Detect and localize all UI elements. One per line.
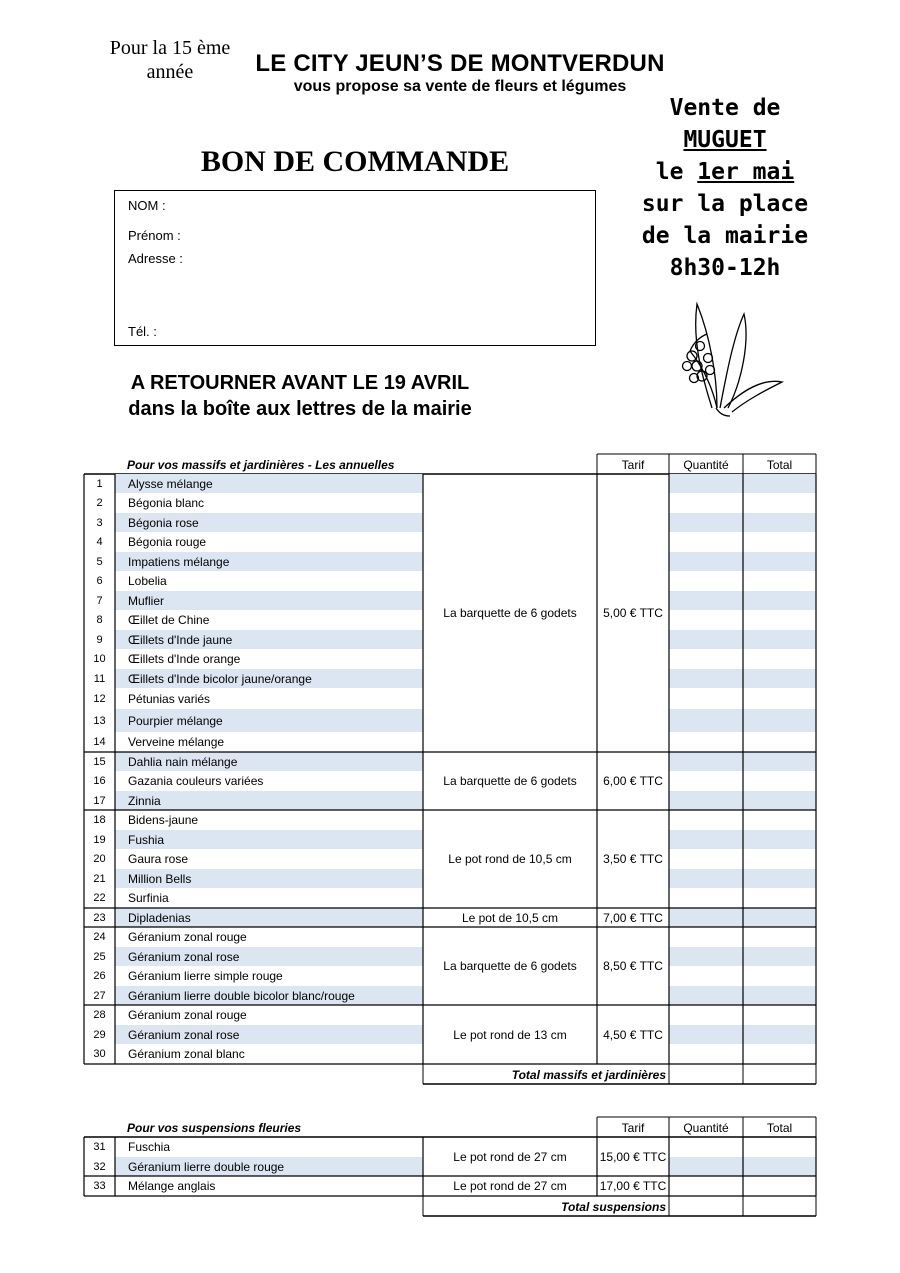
table1-col-tarif: Tarif bbox=[621, 458, 645, 472]
return-line-1: A RETOURNER AVANT LE 19 AVRIL bbox=[130, 372, 470, 394]
quantity-input[interactable] bbox=[669, 513, 743, 532]
price-label: 4,50 € TTC bbox=[603, 1027, 663, 1042]
item-name: Œillet de Chine bbox=[128, 613, 210, 627]
quantity-input[interactable] bbox=[669, 610, 743, 630]
item-name: Géranium zonal blanc bbox=[128, 1047, 245, 1061]
item-name: Géranium lierre double bicolor blanc/rouge bbox=[128, 988, 355, 1003]
quantity-input[interactable] bbox=[669, 849, 743, 869]
quantity-input[interactable] bbox=[669, 709, 743, 732]
packaging-label: La barquette de 6 godets bbox=[443, 774, 577, 788]
item-name: Dipladenias bbox=[128, 910, 191, 925]
item-name: Géranium lierre simple rouge bbox=[128, 969, 283, 983]
quantity-input[interactable] bbox=[669, 908, 743, 927]
price-label: 6,00 € TTC bbox=[603, 774, 663, 788]
packaging-label: Le pot rond de 27 cm bbox=[453, 1179, 567, 1193]
item-number: 20 bbox=[93, 853, 106, 865]
item-name: Muflier bbox=[128, 593, 165, 608]
item-name: Lobelia bbox=[128, 574, 167, 588]
item-number: 15 bbox=[93, 755, 106, 768]
muguet-line-4: sur la place bbox=[641, 191, 809, 217]
total-quantity-input[interactable] bbox=[669, 1064, 743, 1084]
packaging-label: Le pot de 10,5 cm bbox=[461, 910, 559, 925]
quantity-input[interactable] bbox=[669, 571, 743, 591]
price-label: 5,00 € TTC bbox=[603, 606, 663, 620]
table1-section-title: Pour vos massifs et jardinières - Les annuelles bbox=[127, 458, 395, 472]
quantity-input[interactable] bbox=[669, 986, 743, 1005]
item-name: Gaura rose bbox=[128, 852, 189, 866]
item-number: 10 bbox=[93, 653, 106, 665]
quantity-input[interactable] bbox=[669, 493, 743, 513]
nom-field[interactable]: NOM : bbox=[128, 198, 166, 213]
quantity-input[interactable] bbox=[669, 869, 743, 888]
item-name: Géranium zonal rose bbox=[128, 949, 240, 964]
table1-total-label: Total massifs et jardinières bbox=[511, 1068, 666, 1082]
table2-col-tarif: Tarif bbox=[621, 1121, 645, 1135]
quantity-input[interactable] bbox=[669, 888, 743, 908]
item-number: 19 bbox=[93, 833, 106, 846]
item-name: Géranium zonal rouge bbox=[128, 1008, 247, 1022]
item-name: Fushia bbox=[128, 832, 165, 847]
price-label: 17,00 € TTC bbox=[599, 1179, 667, 1193]
price-label: 15,00 € TTC bbox=[599, 1149, 667, 1164]
item-name: Géranium lierre double rouge bbox=[128, 1159, 285, 1174]
item-number: 29 bbox=[93, 1028, 106, 1041]
item-number: 13 bbox=[93, 714, 106, 727]
item-name: Géranium zonal rouge bbox=[128, 930, 247, 944]
tel-field[interactable]: Tél. : bbox=[128, 324, 157, 339]
item-name: Œillets d'Inde bicolor jaune/orange bbox=[128, 671, 312, 686]
quantity-input[interactable] bbox=[669, 771, 743, 791]
packaging-label: La barquette de 6 godets bbox=[443, 959, 577, 973]
table2-total-label: Total suspensions bbox=[561, 1200, 666, 1214]
item-name: Pétunias variés bbox=[128, 691, 211, 706]
item-number: 32 bbox=[93, 1160, 106, 1173]
quantity-input[interactable] bbox=[669, 591, 743, 610]
club-subtitle: vous propose sa vente de fleurs et légumes bbox=[293, 78, 627, 95]
item-name: Bégonia blanc bbox=[128, 496, 205, 510]
item-name: Surfinia bbox=[128, 891, 169, 905]
quantity-input[interactable] bbox=[669, 1005, 743, 1025]
item-number: 31 bbox=[93, 1141, 106, 1153]
return-line-2: dans la boîte aux lettres de la mairie bbox=[128, 398, 472, 420]
item-number: 6 bbox=[96, 575, 103, 587]
item-number: 23 bbox=[93, 911, 106, 924]
item-number: 2 bbox=[96, 497, 103, 509]
item-number: 9 bbox=[96, 633, 103, 646]
quantity-input[interactable] bbox=[669, 752, 743, 771]
item-number: 33 bbox=[93, 1180, 106, 1192]
item-number: 21 bbox=[93, 872, 106, 885]
prenom-field[interactable]: Prénom : bbox=[128, 228, 181, 243]
muguet-line-5: de la mairie bbox=[641, 223, 809, 249]
quantity-input[interactable] bbox=[669, 732, 743, 752]
item-number: 8 bbox=[96, 614, 103, 626]
quantity-input[interactable] bbox=[669, 947, 743, 966]
packaging-label: La barquette de 6 godets bbox=[443, 606, 577, 620]
table1-col-total: Total bbox=[766, 458, 793, 472]
item-number: 1 bbox=[96, 477, 103, 490]
item-name: Zinnia bbox=[128, 793, 161, 808]
quantity-input[interactable] bbox=[669, 474, 743, 493]
item-name: Bégonia rouge bbox=[128, 535, 207, 549]
quantity-input[interactable] bbox=[669, 649, 743, 669]
quantity-input[interactable] bbox=[669, 1157, 743, 1176]
price-label: 3,50 € TTC bbox=[603, 852, 663, 866]
quantity-input[interactable] bbox=[669, 630, 743, 649]
item-number: 30 bbox=[93, 1048, 106, 1060]
item-name: Million Bells bbox=[128, 871, 192, 886]
item-name: Pourpier mélange bbox=[128, 713, 223, 728]
item-number: 24 bbox=[93, 931, 106, 943]
quantity-input[interactable] bbox=[669, 1044, 743, 1064]
muguet-line-2: MUGUET bbox=[683, 127, 767, 153]
muguet-date: 1er mai bbox=[697, 159, 795, 185]
price-label: 8,50 € TTC bbox=[603, 959, 663, 973]
quantity-input[interactable] bbox=[669, 1176, 743, 1196]
item-name: Verveine mélange bbox=[128, 735, 225, 749]
item-number: 28 bbox=[93, 1009, 106, 1021]
quantity-input[interactable] bbox=[669, 791, 743, 810]
item-name: Fuschia bbox=[128, 1140, 171, 1154]
quantity-input[interactable] bbox=[669, 830, 743, 849]
quantity-input[interactable] bbox=[669, 966, 743, 986]
item-name: Mélange anglais bbox=[128, 1179, 216, 1193]
item-number: 18 bbox=[93, 814, 106, 826]
item-number: 26 bbox=[93, 970, 106, 982]
muguet-line-6: 8h30-12h bbox=[669, 255, 781, 281]
quantity-input[interactable] bbox=[669, 1137, 743, 1157]
quantity-input[interactable] bbox=[669, 927, 743, 947]
table2-section-title: Pour vos suspensions fleuries bbox=[127, 1121, 302, 1135]
item-name: Alysse mélange bbox=[128, 476, 213, 491]
quantity-input[interactable] bbox=[669, 810, 743, 830]
item-name: Œillets d'Inde jaune bbox=[128, 632, 233, 647]
item-name: Gazania couleurs variées bbox=[128, 774, 264, 788]
form-title: BON DE COMMANDE bbox=[200, 145, 510, 178]
item-number: 3 bbox=[96, 516, 103, 529]
item-name: Œillets d'Inde orange bbox=[128, 652, 241, 666]
item-name: Impatiens mélange bbox=[128, 554, 230, 569]
item-number: 27 bbox=[93, 989, 106, 1002]
quantity-input[interactable] bbox=[669, 688, 743, 709]
quantity-input[interactable] bbox=[669, 1025, 743, 1044]
muguet-line-3a: le bbox=[655, 159, 698, 185]
item-name: Bidens-jaune bbox=[128, 813, 199, 827]
adresse-field[interactable]: Adresse : bbox=[128, 251, 183, 266]
quantity-input[interactable] bbox=[669, 532, 743, 552]
item-number: 25 bbox=[93, 950, 106, 963]
item-number: 11 bbox=[93, 672, 106, 685]
item-name: Géranium zonal rose bbox=[128, 1027, 240, 1042]
item-number: 12 bbox=[93, 692, 106, 705]
club-title: LE CITY JEUN’S DE MONTVERDUN bbox=[255, 50, 665, 77]
table1-col-quantite: Quantité bbox=[683, 458, 729, 472]
table2-col-quantite: Quantité bbox=[683, 1121, 729, 1135]
price-label: 7,00 € TTC bbox=[603, 910, 663, 925]
item-number: 22 bbox=[93, 892, 106, 904]
item-number: 7 bbox=[96, 594, 103, 607]
item-name: Bégonia rose bbox=[128, 515, 199, 530]
muguet-line-1: Vente de bbox=[669, 95, 781, 121]
quantity-input[interactable] bbox=[669, 552, 743, 571]
quantity-input[interactable] bbox=[669, 669, 743, 688]
item-number: 14 bbox=[93, 736, 106, 748]
anniversary-line-2: année bbox=[146, 61, 194, 83]
packaging-label: Le pot rond de 10,5 cm bbox=[448, 852, 572, 866]
item-number: 17 bbox=[93, 794, 106, 807]
packaging-label: Le pot rond de 27 cm bbox=[453, 1149, 567, 1164]
table2-col-total: Total bbox=[766, 1121, 793, 1135]
item-name: Dahlia nain mélange bbox=[128, 754, 238, 769]
anniversary-line-1: Pour la 15 ème bbox=[109, 37, 231, 59]
item-number: 4 bbox=[96, 536, 103, 548]
total-quantity-input[interactable] bbox=[669, 1196, 743, 1216]
packaging-label: Le pot rond de 13 cm bbox=[453, 1027, 567, 1042]
item-number: 16 bbox=[93, 775, 106, 787]
item-number: 5 bbox=[96, 555, 103, 568]
